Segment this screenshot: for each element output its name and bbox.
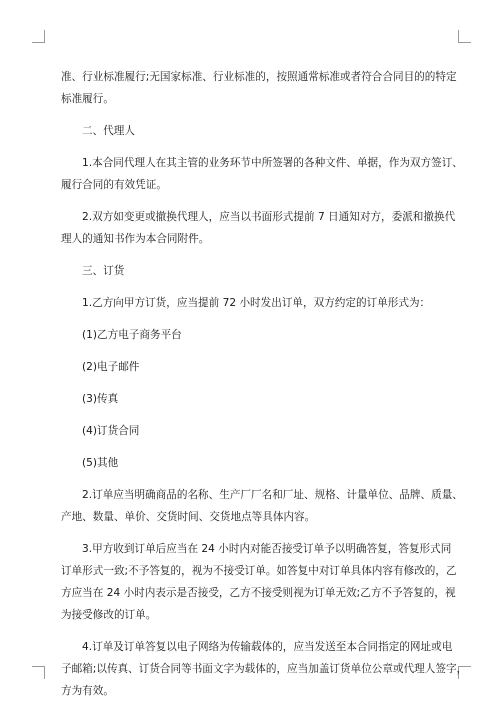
text-line: (3)传真 (82, 393, 119, 405)
paragraph-ordering-4 (61, 636, 468, 702)
paragraph-standards-continuation (61, 66, 457, 110)
text-line: (1)乙方电子商务平台 (82, 329, 182, 341)
crop-mark-top-left (32, 30, 45, 43)
text-line: 1.乙方向甲方订货，应当提前 72 小时发出订单，双方约定的订单形式为： (82, 297, 431, 309)
paragraph-ordering-2 (61, 484, 463, 528)
paragraph-ordering-3 (61, 538, 457, 626)
paragraph-agent-1 (61, 152, 463, 196)
paragraph-agent-2 (61, 206, 456, 250)
text-line: 4.订单及订单答复以电子网络为传输载体的，应当发送至本合同指定的网址或电 (82, 641, 453, 653)
document-body (61, 66, 468, 712)
list-item-order-form (61, 420, 446, 442)
text-line: 为接受修改的订单。 (61, 609, 157, 621)
list-item-order-form (61, 356, 446, 378)
text-line: 履行合同的有效凭证。 (61, 179, 167, 191)
crop-mark-top-right (458, 30, 471, 43)
list-item-order-form (61, 388, 446, 410)
text-line: 产地、数量、单价、交货时间、交货地点等具体内容。 (61, 511, 316, 523)
heading-text: 三、订货 (82, 265, 125, 277)
text-line: (5)其他 (82, 457, 119, 469)
text-line: 理人的通知书作为本合同附件。 (61, 233, 210, 245)
text-line: 准、行业标准履行;无国家标准、行业标准的，按照通常标准或者符合合同目的的特定 (61, 71, 457, 83)
text-line: (2)电子邮件 (82, 361, 140, 373)
text-line: 订单形式一致;不予答复的，视为不接受订单。如答复中对订单具体内容有修改的，乙 (61, 565, 457, 577)
text-line: 子邮箱;以传真、订货合同等书面文字为载体的，应当加盖订货单位公章或代理人签字， (61, 663, 468, 675)
text-line: 1.本合同代理人在其主管的业务环节中所签署的各种文件、单据，作为双方签订、 (82, 157, 463, 169)
crop-mark-bottom-left (32, 666, 45, 679)
text-line: (4)订货合同 (82, 425, 140, 437)
section-heading-ordering (61, 260, 446, 282)
text-line: 3.甲方收到订单后应当在 24 小时内对能否接受订单予以明确答复，答复形式同 (82, 543, 452, 555)
text-line: 标准履行。 (61, 93, 114, 105)
section-heading-agent (61, 120, 446, 142)
list-item-order-form (61, 452, 446, 474)
text-line: 2.双方如变更或撤换代理人，应当以书面形式提前 7 日通知对方，委派和撤换代 (82, 211, 456, 223)
text-line: 方应当在 24 小时内表示是否接受，乙方不接受则视为订单无效;乙方不予答复的，视 (61, 587, 456, 599)
heading-text: 二、代理人 (82, 125, 135, 137)
text-line: 方为有效。 (61, 685, 114, 697)
list-item-order-form (61, 324, 446, 346)
text-line: 2.订单应当明确商品的名称、生产厂厂名和厂址、规格、计量单位、品牌、质量、 (82, 489, 463, 501)
paragraph-ordering-1 (61, 292, 446, 314)
